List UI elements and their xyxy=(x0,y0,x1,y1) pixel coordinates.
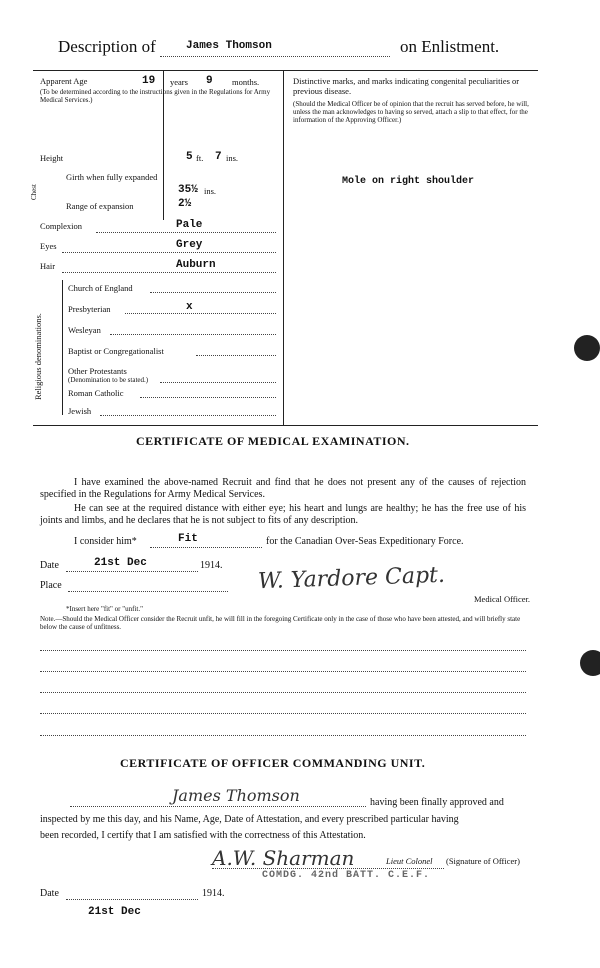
commanding-rank: Lieut Colonel xyxy=(386,856,433,866)
age-months-label: months. xyxy=(232,77,260,87)
height-label: Height xyxy=(40,153,64,163)
marks-note: (Should the Medical Officer be of opinion that the recruit has served before, he will, unless the man acknowledges to having so served, attach a slip to that effect, for the information of the Approving Officer.) xyxy=(293,100,529,124)
religion-item: Church of England xyxy=(68,283,133,293)
medical-officer-signature: W. Yardore Capt. xyxy=(257,562,446,595)
complexion-value: Pale xyxy=(176,219,203,231)
unfit-line xyxy=(40,671,526,672)
age-years-value: 19 xyxy=(142,75,156,87)
fit-value: Fit xyxy=(178,533,198,545)
height-inches-unit: ins. xyxy=(226,153,239,163)
religion-item: Baptist or Congregationalist xyxy=(68,346,164,356)
top-rule xyxy=(33,70,538,71)
commanding-date-value: 21st Dec xyxy=(88,906,141,918)
religion-line xyxy=(150,292,276,293)
height-feet: 5 xyxy=(186,151,193,163)
range-value: 2½ xyxy=(178,198,192,210)
religion-line xyxy=(160,382,276,383)
unfit-line xyxy=(40,713,526,714)
medical-note: Note.—Should the Medical Officer consider the Recruit unfit, he will fill in the foregoing Certificate only in the case of those who have been attested, and will briefly state below the cause of unfitness. xyxy=(40,615,521,631)
religion-line xyxy=(140,397,276,398)
complexion-line xyxy=(96,232,276,233)
medical-para2: He can see at the required distance with either eye; his heart and lungs are healthy; he has the free use of his joints and limbs, and he declares that he is not subject to fits of any description. xyxy=(40,503,526,526)
consider-prefix: I consider him* xyxy=(74,536,137,547)
religion-item-note: (Denomination to be stated.) xyxy=(68,376,149,384)
commanding-signature-line xyxy=(212,868,444,869)
medical-date-value: 21st Dec xyxy=(94,557,147,569)
religion-line xyxy=(100,415,276,416)
commanding-date-line xyxy=(66,899,198,900)
age-years-label: years xyxy=(170,77,188,87)
consider-suffix: for the Canadian Over-Seas Expeditionary Force. xyxy=(266,536,464,547)
punch-hole-bottom xyxy=(580,650,600,676)
girth-value: 35½ xyxy=(178,184,198,196)
commanding-stamp: COMDG. 42nd BATT. C.E.F. xyxy=(262,870,431,881)
medical-footnote: *Insert here "fit" or "unfit." xyxy=(66,605,143,613)
presbyterian-mark: x xyxy=(186,301,193,313)
medical-date-label: Date xyxy=(40,560,59,571)
commanding-date-label: Date xyxy=(40,888,59,899)
commanding-line3: been recorded, I certify that I am satisfied with the correctness of this Attestation. xyxy=(40,830,366,841)
eyes-value: Grey xyxy=(176,239,203,251)
bottom-rule xyxy=(33,425,538,426)
commanding-signature-label: (Signature of Officer) xyxy=(446,856,520,866)
religion-line xyxy=(125,313,276,314)
religion-item: Roman Catholic xyxy=(68,388,124,398)
unfit-line xyxy=(40,692,526,693)
recruit-name: James Thomson xyxy=(186,40,272,52)
marks-heading: Distinctive marks, and marks indicating congenital peculiarities or previous disease. xyxy=(293,76,520,96)
religion-item: Wesleyan xyxy=(68,325,101,335)
commanding-line2: inspected by me this day, and his Name, Age, Date of Attestation, and every prescribed particular having xyxy=(40,814,459,825)
unfit-line xyxy=(40,650,526,651)
age-months-value: 9 xyxy=(206,75,213,87)
religion-item: Presbyterian xyxy=(68,304,111,314)
complexion-label: Complexion xyxy=(40,221,83,231)
medical-year: 1914. xyxy=(200,560,223,571)
height-inches: 7 xyxy=(215,151,222,163)
medical-para1: I have examined the above-named Recruit and find that he does not present any of the causes of rejection specified in the Regulations for Army Medical Services. xyxy=(40,477,526,500)
religion-item: Other Protestants xyxy=(68,366,127,376)
eyes-line xyxy=(62,252,276,253)
name-line xyxy=(160,56,390,57)
age-label: Apparent Age xyxy=(40,76,88,86)
religion-side-label: Religious denominations. xyxy=(33,313,43,400)
commanding-heading: CERTIFICATE OF OFFICER COMMANDING UNIT. xyxy=(120,756,426,770)
chest-label: Chest xyxy=(30,184,38,200)
religion-line xyxy=(196,355,276,356)
range-label: Range of expansion xyxy=(66,201,134,211)
recruit-signature: James Thomson xyxy=(172,786,300,805)
height-feet-unit: ft. xyxy=(196,153,204,163)
fit-line xyxy=(150,547,262,548)
girth-label: Girth when fully expanded xyxy=(66,172,158,182)
age-note: (To be determined according to the instructions given in the Regulations for Army Medical Services.) xyxy=(40,88,271,104)
medical-place-line xyxy=(68,591,228,592)
eyes-label: Eyes xyxy=(40,241,57,251)
recruit-signature-line xyxy=(70,806,366,807)
hair-label: Hair xyxy=(40,261,56,271)
punch-hole-top xyxy=(574,335,600,361)
header-title-left: Description of xyxy=(58,37,156,56)
unfit-line xyxy=(40,735,526,736)
medical-officer-label: Medical Officer. xyxy=(474,594,531,604)
religion-bracket xyxy=(62,280,63,415)
marks-value: Mole on right shoulder xyxy=(342,176,475,187)
medical-heading: CERTIFICATE OF MEDICAL EXAMINATION. xyxy=(136,434,410,448)
religion-item: Jewish xyxy=(68,406,92,416)
commanding-year: 1914. xyxy=(202,888,225,899)
column-divider xyxy=(283,70,284,425)
medical-place-label: Place xyxy=(40,580,62,591)
hair-value: Auburn xyxy=(176,259,216,271)
header-title-right: on Enlistment. xyxy=(400,37,500,56)
religion-line xyxy=(110,334,276,335)
hair-line xyxy=(62,272,276,273)
commanding-officer-signature: A.W. Sharman xyxy=(212,846,355,870)
medical-date-line xyxy=(66,571,198,572)
girth-unit: ins. xyxy=(204,186,217,196)
commanding-line1-suffix: having been finally approved and xyxy=(370,797,504,808)
